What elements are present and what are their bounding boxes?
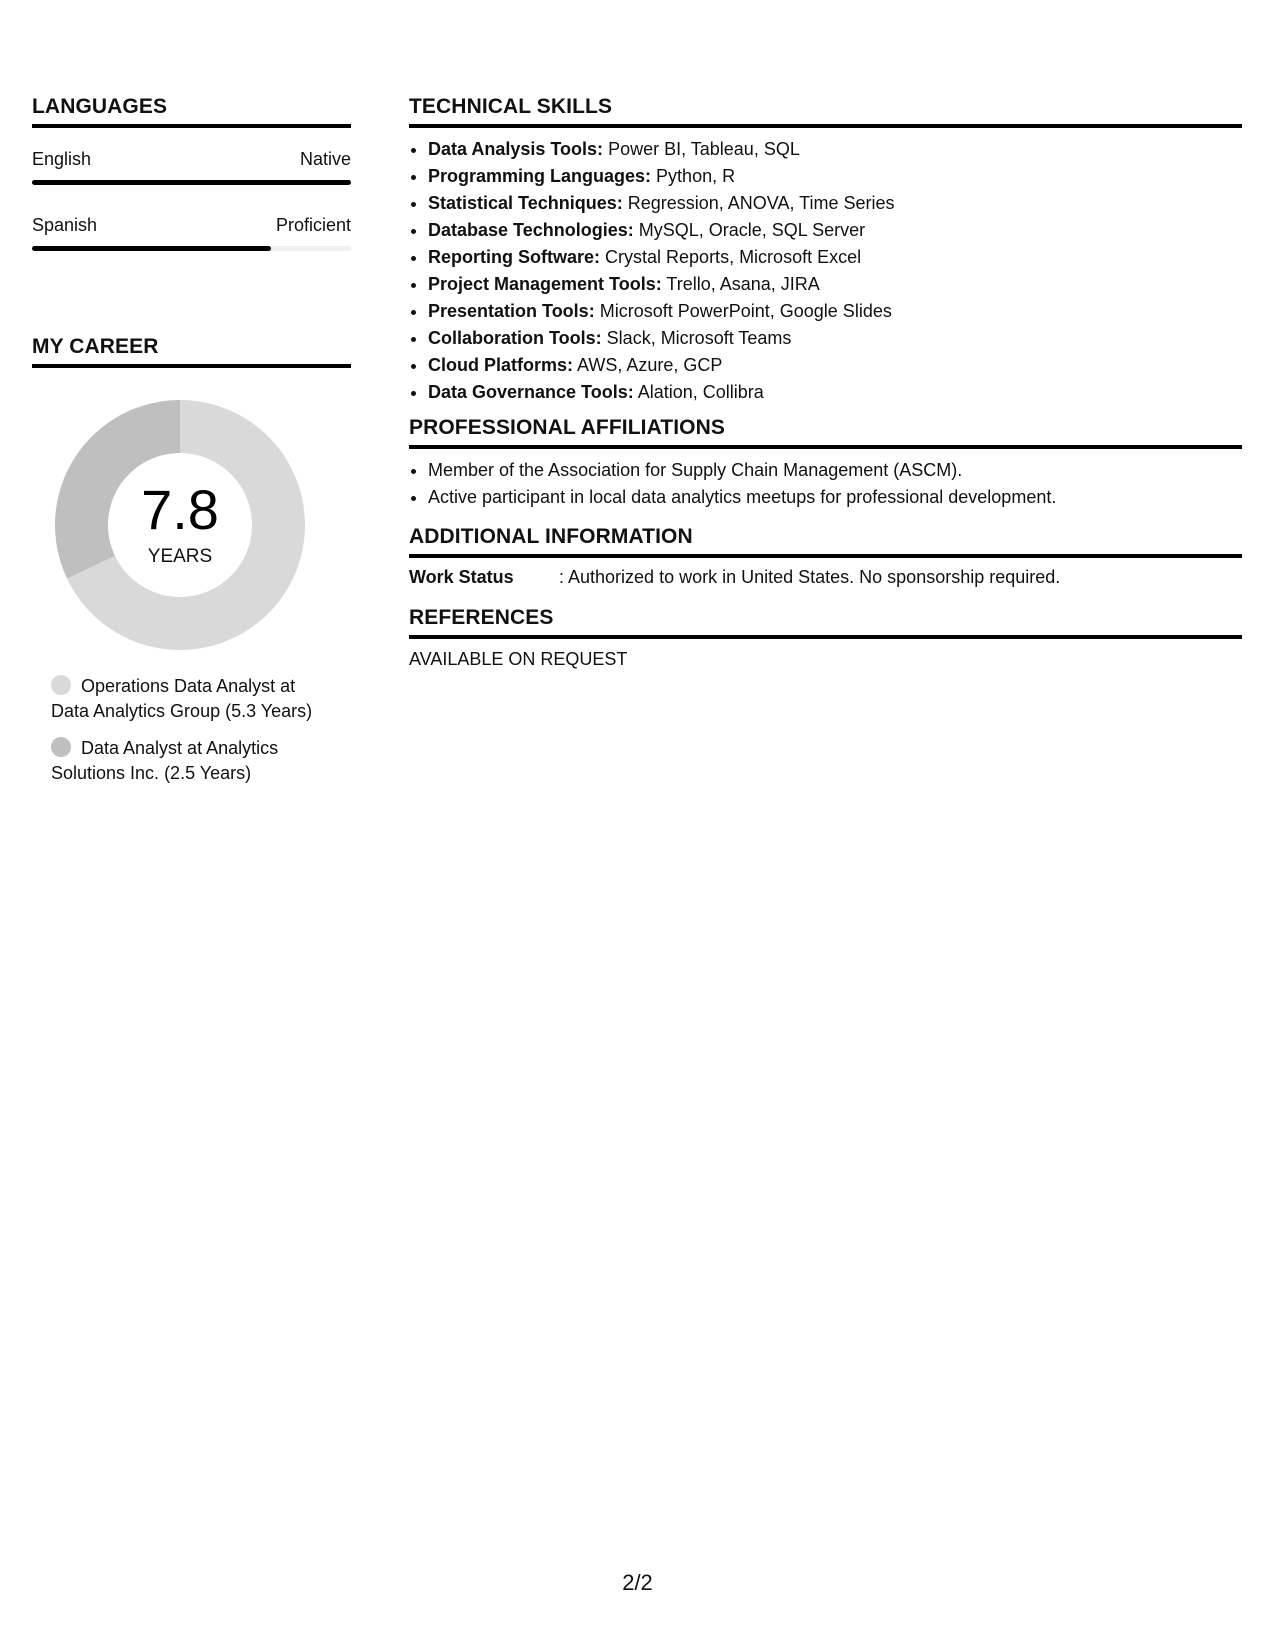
page-number: 2/2 <box>622 1570 653 1595</box>
career-legend <box>51 674 336 786</box>
career-section <box>32 335 351 798</box>
languages-title: LANGUAGES <box>32 95 351 128</box>
affiliations-title: PROFESSIONAL AFFILIATIONS <box>409 416 1242 449</box>
legend-label: Data Analyst at Analytics Solutions Inc. (2.5 Years) <box>51 738 279 783</box>
language-level: Proficient <box>275 215 351 235</box>
language-item-english <box>32 149 351 185</box>
language-proficiency-fill <box>32 246 271 251</box>
language-level: Native <box>299 149 351 169</box>
additional-info-title: ADDITIONAL INFORMATION <box>409 525 1242 558</box>
career-total-unit: YEARS <box>147 546 213 567</box>
skill-item: • Data Governance Tools: Alation, Collibra <box>428 379 1242 406</box>
career-legend-item <box>51 736 336 786</box>
skill-item: • Database Technologies: MySQL, Oracle, SQL Server <box>428 217 1242 244</box>
technical-skills-list <box>409 136 1242 406</box>
work-status-label: Work Status <box>409 567 514 587</box>
language-proficiency-fill <box>32 180 351 185</box>
skill-item: • Presentation Tools: Microsoft PowerPoint, Google Slides <box>428 298 1242 325</box>
skill-item: • Statistical Techniques: Regression, ANOVA, Time Series <box>428 190 1242 217</box>
career-title: MY CAREER <box>32 335 351 368</box>
skill-item: • Collaboration Tools: Slack, Microsoft Teams <box>428 325 1242 352</box>
legend-swatch <box>51 675 71 695</box>
skill-item: • Project Management Tools: Trello, Asana, JIRA <box>428 271 1242 298</box>
language-item-spanish <box>32 215 351 251</box>
skill-item: • Data Analysis Tools: Power BI, Tableau, SQL <box>428 136 1242 163</box>
legend-label: Operations Data Analyst at Data Analytics Group (5.3 Years) <box>51 676 313 721</box>
work-status-value: : Authorized to work in United States. No sponsorship required. <box>559 567 1061 587</box>
additional-info-section <box>409 525 1242 588</box>
references-text: AVAILABLE ON REQUEST <box>409 649 628 669</box>
language-name: Spanish <box>32 215 98 235</box>
affiliations-section <box>409 416 1242 511</box>
work-status-row <box>409 567 1242 588</box>
skill-item: • Cloud Platforms: AWS, Azure, GCP <box>428 352 1242 379</box>
languages-section <box>32 95 351 251</box>
affiliation-item: • Active participant in local data analytics meetups for professional development. <box>428 484 1242 511</box>
affiliations-list <box>409 457 1242 511</box>
skill-item: • Reporting Software: Crystal Reports, Microsoft Excel <box>428 244 1242 271</box>
skill-item: • Programming Languages: Python, R <box>428 163 1242 190</box>
career-legend-item <box>51 674 336 724</box>
affiliation-item: • Member of the Association for Supply Chain Management (ASCM). <box>428 457 1242 484</box>
language-proficiency-bar <box>32 180 351 185</box>
technical-skills-title: TECHNICAL SKILLS <box>409 95 1242 128</box>
technical-skills-section <box>409 95 1242 406</box>
career-donut-chart <box>55 400 305 650</box>
language-proficiency-bar <box>32 246 351 251</box>
language-name: English <box>32 149 92 169</box>
references-title: REFERENCES <box>409 606 1242 639</box>
references-section <box>409 606 1242 670</box>
career-total-years: 7.8 <box>141 478 219 541</box>
legend-swatch <box>51 737 71 757</box>
